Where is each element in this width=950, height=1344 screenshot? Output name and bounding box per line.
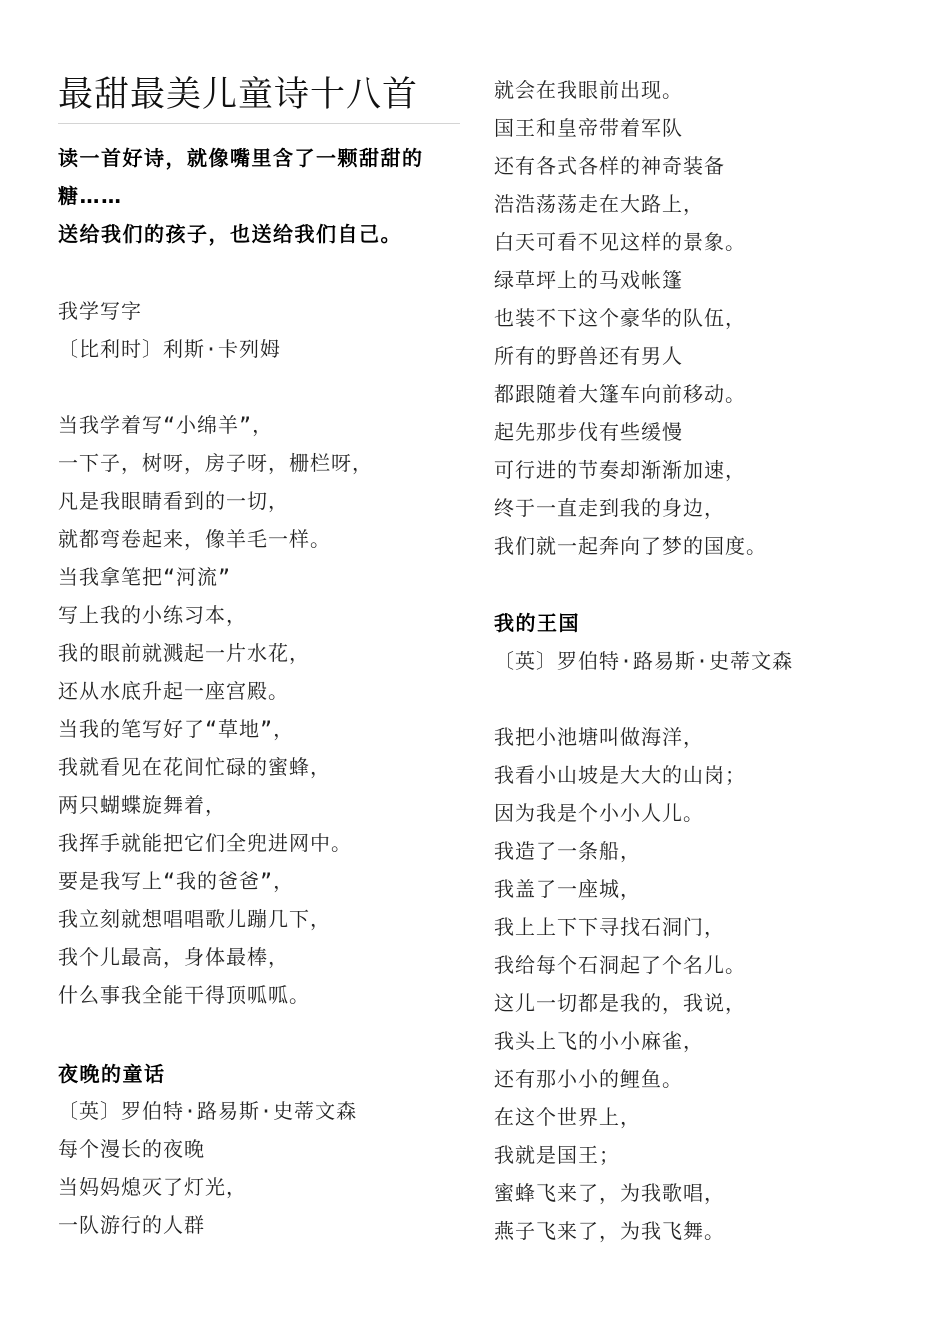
poem-line: 什么事我全能干得顶呱呱。 [58, 983, 310, 1007]
poem-line: 蜜蜂飞来了，为我歌唱， [494, 1181, 725, 1205]
poem-line: 凡是我眼睛看到的一切， [58, 489, 289, 513]
poem-line: 我挥手就能把它们全兜进网中。 [58, 831, 352, 855]
poem-line: 燕子飞来了，为我飞舞。 [494, 1219, 725, 1243]
document-title: 最甜最美儿童诗十八首 [58, 75, 419, 115]
poem-line: 就会在我眼前出现。 [494, 78, 683, 102]
intro-line: 糖…… [58, 184, 123, 208]
poem-line: 我看小山坡是大大的山岗； [494, 763, 746, 787]
poem-line: 终于一直走到我的身边， [494, 496, 725, 520]
poem-line: 我就看见在花间忙碌的蜜蜂， [58, 755, 331, 779]
poem-line: 我造了一条船， [494, 839, 641, 863]
poem-author: 〔英〕罗伯特·路易斯·史蒂文森 [58, 1099, 358, 1123]
poem-line: 白天可看不见这样的景象。 [494, 230, 746, 254]
poem-line: 当我学着写“小绵羊”， [58, 413, 274, 437]
poem-line: 要是我写上“我的爸爸”， [58, 869, 295, 893]
poem-line: 我把小池塘叫做海洋， [494, 725, 704, 749]
poem-line: 我的眼前就溅起一片水花， [58, 641, 310, 665]
poem-line: 两只蝴蝶旋舞着， [58, 793, 226, 817]
poem-line: 浩浩荡荡走在大路上， [494, 192, 704, 216]
poem-line: 写上我的小练习本， [58, 603, 247, 627]
poem-title: 夜晚的童话 [58, 1062, 166, 1086]
poem-line: 因为我是个小小人儿。 [494, 801, 704, 825]
poem-line: 我上上下下寻找石洞门， [494, 915, 725, 939]
poem-author: 〔比利时〕利斯·卡列姆 [58, 337, 282, 361]
poem-line: 一下子，树呀，房子呀，栅栏呀， [58, 451, 373, 475]
title-divider [58, 123, 460, 124]
poem-line: 我给每个石洞起了个名儿。 [494, 953, 746, 977]
poem-title: 我的王国 [494, 611, 580, 635]
poem-line: 都跟随着大篷车向前移动。 [494, 382, 746, 406]
poem-line: 这儿一切都是我的，我说， [494, 991, 746, 1015]
poem-line: 还从水底升起一座宫殿。 [58, 679, 289, 703]
intro-line: 送给我们的孩子，也送给我们自己。 [58, 222, 402, 246]
poem-line: 我盖了一座城， [494, 877, 641, 901]
poem-line: 在这个世界上， [494, 1105, 641, 1129]
poem-author: 〔英〕罗伯特·路易斯·史蒂文森 [494, 649, 794, 673]
poem-line: 当我的笔写好了“草地”， [58, 717, 295, 741]
intro-line: 读一首好诗，就像嘴里含了一颗甜甜的 [58, 146, 424, 170]
poem-line: 还有那小小的鲤鱼。 [494, 1067, 683, 1091]
poem-line: 当妈妈熄灭了灯光， [58, 1175, 247, 1199]
poem-line: 一队游行的人群 [58, 1213, 205, 1237]
poem-line: 也装不下这个豪华的队伍， [494, 306, 746, 330]
poem-line: 每个漫长的夜晚 [58, 1137, 205, 1161]
poem-line: 我就是国王； [494, 1143, 620, 1167]
poem-title: 我学写字 [58, 299, 142, 323]
poem-line: 国王和皇帝带着军队 [494, 116, 683, 140]
poem-line: 起先那步伐有些缓慢 [494, 420, 683, 444]
poem-line: 所有的野兽还有男人 [494, 344, 683, 368]
poem-line: 我头上飞的小小麻雀， [494, 1029, 704, 1053]
poem-line: 还有各式各样的神奇装备 [494, 154, 725, 178]
poem-line: 我立刻就想唱唱歌儿蹦几下， [58, 907, 331, 931]
poem-line: 我们就一起奔向了梦的国度。 [494, 534, 767, 558]
poem-line: 绿草坪上的马戏帐篷 [494, 268, 683, 292]
poem-line: 可行进的节奏却渐渐加速， [494, 458, 746, 482]
poem-line: 当我拿笔把“河流” [58, 565, 232, 589]
poem-line: 就都弯卷起来，像羊毛一样。 [58, 527, 331, 551]
poem-line: 我个儿最高，身体最棒， [58, 945, 289, 969]
